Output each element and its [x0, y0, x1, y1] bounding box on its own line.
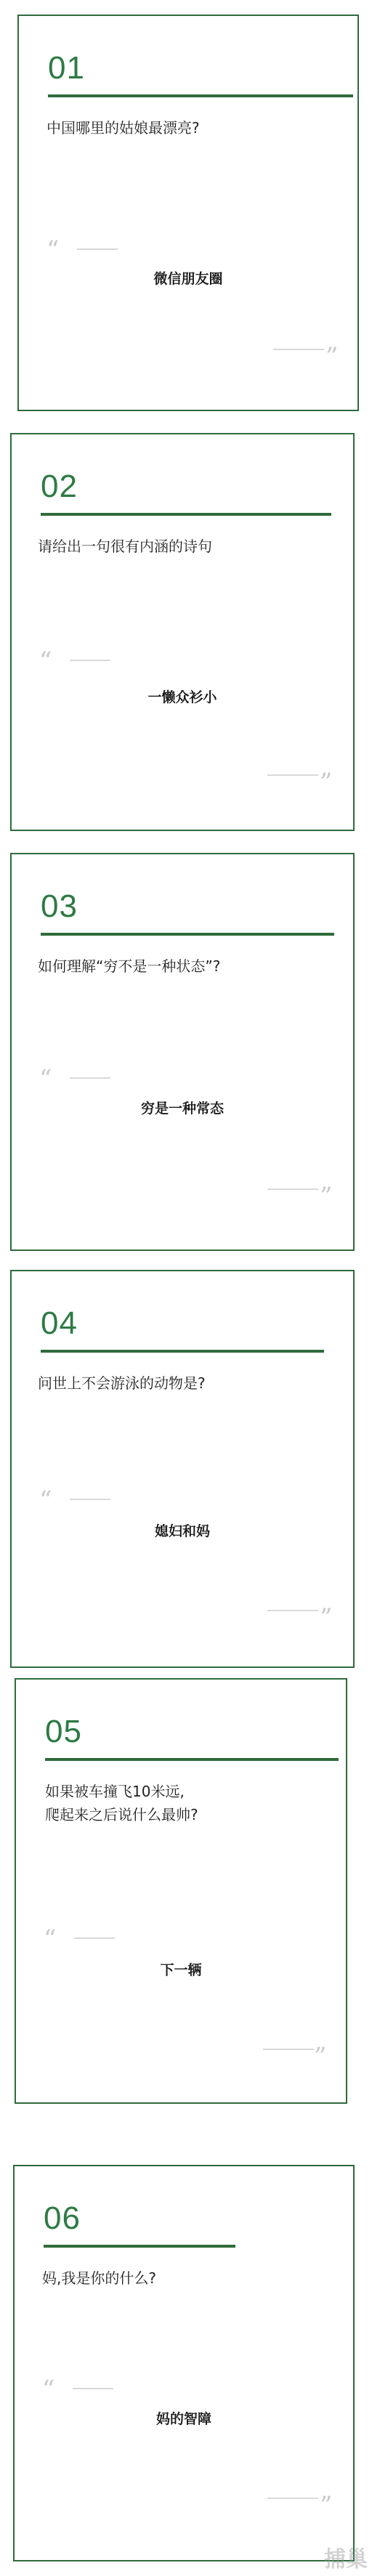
watermark-logo: 捕巢 [324, 2547, 368, 2572]
close-quote-icon: ” [314, 2042, 327, 2071]
open-quote-line [74, 1937, 115, 1939]
open-quote-icon: “ [39, 1064, 52, 1093]
qa-card-5 [15, 1678, 347, 2104]
open-quote-line [73, 2388, 113, 2389]
answer-text: 下一辆 [160, 1962, 202, 1978]
open-quote-line [77, 248, 118, 250]
close-quote-icon: ” [320, 768, 333, 797]
card-number: 05 [45, 1714, 82, 1749]
question-text: 如何理解“穷不是一种状态”? [38, 957, 221, 975]
question-text: 中国哪里的姑娘最漂亮? [46, 119, 200, 137]
close-quote-line [267, 2498, 318, 2499]
close-quote-icon: ” [320, 2491, 333, 2520]
question-text: 妈,我是你的什么? [42, 2269, 156, 2287]
card-number: 03 [41, 888, 78, 924]
open-quote-line [70, 1077, 110, 1079]
close-quote-line [267, 774, 318, 776]
question-text: 请给出一句很有内涵的诗句 [38, 538, 212, 555]
title-rule [41, 933, 334, 936]
open-quote-icon: “ [42, 2375, 55, 2404]
question-text: 问世上不会游泳的动物是? [38, 1374, 206, 1392]
qa-card-3 [10, 853, 355, 1251]
card-number: 04 [41, 1305, 78, 1341]
close-quote-line [267, 1188, 318, 1190]
open-quote-icon: “ [39, 1486, 52, 1515]
close-quote-icon: ” [326, 342, 339, 371]
close-quote-icon: ” [320, 1182, 333, 1211]
qa-card-1 [17, 15, 359, 411]
open-quote-line [70, 660, 110, 661]
title-rule [45, 1758, 339, 1761]
open-quote-icon: “ [44, 1924, 57, 1953]
answer-text: 媳妇和妈 [154, 1523, 210, 1539]
close-quote-line [273, 349, 324, 350]
close-quote-icon: ” [320, 1603, 333, 1632]
open-quote-icon: “ [39, 647, 52, 676]
title-rule [44, 2245, 235, 2248]
answer-text: 微信朋友圈 [153, 271, 223, 287]
title-rule [41, 1350, 324, 1353]
question-text: 如果被车撞飞10米远, 爬起来之后说什么最帅? [45, 1783, 198, 1823]
qa-card-6 [13, 2165, 355, 2561]
open-quote-line [70, 1499, 110, 1500]
close-quote-line [267, 1610, 318, 1611]
title-rule [48, 94, 353, 97]
card-number: 06 [44, 2200, 81, 2236]
qa-card-4 [10, 1270, 355, 1668]
close-quote-line [263, 2049, 314, 2050]
title-rule [41, 513, 331, 516]
card-number: 02 [41, 469, 78, 504]
answer-text: 一懒众衫小 [147, 689, 217, 705]
qa-card-2 [10, 433, 355, 831]
card-number: 01 [48, 50, 85, 86]
open-quote-icon: “ [46, 235, 60, 264]
answer-text: 穷是一种常态 [140, 1101, 224, 1117]
answer-text: 妈的智障 [155, 2411, 211, 2427]
